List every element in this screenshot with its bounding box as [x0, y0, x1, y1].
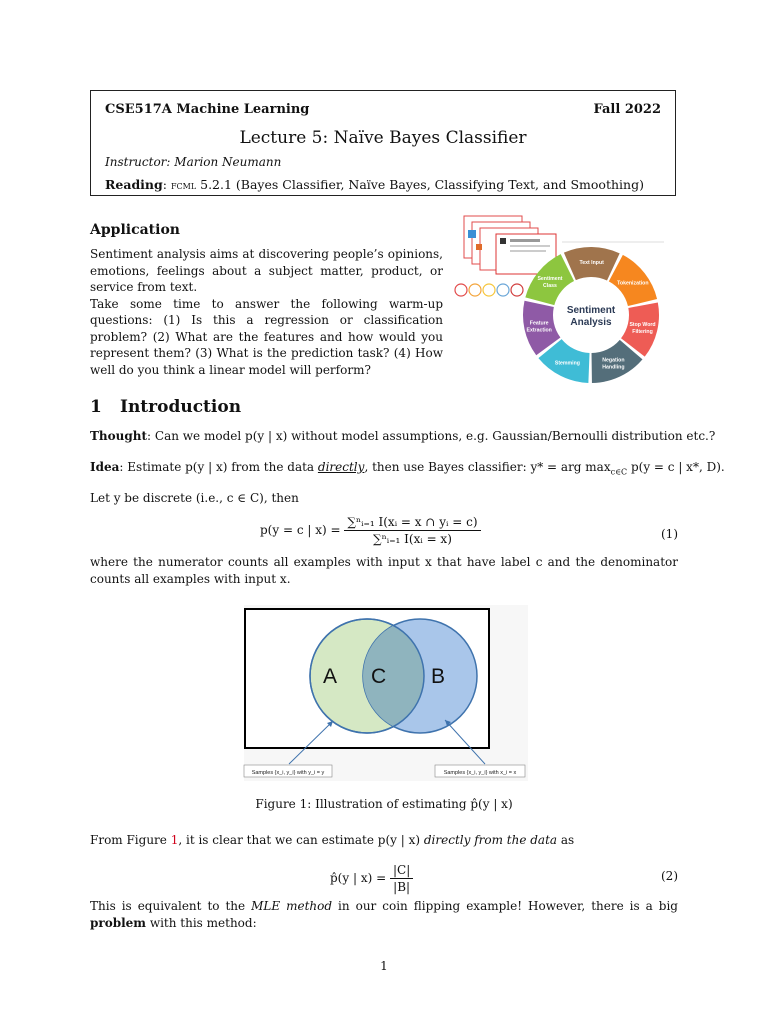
equiv-bold: problem — [90, 915, 146, 930]
thought-paragraph — [90, 428, 715, 444]
from-pre: From Figure — [90, 833, 171, 847]
eq1-fraction — [344, 514, 480, 547]
lecture-title: Lecture 5: Naïve Bayes Classifier — [239, 128, 527, 148]
venn-label-a: A — [323, 665, 338, 688]
wheel-label-stop-word-filtering: Stop Word Filtering — [629, 321, 656, 335]
idea-label: Idea — [90, 460, 120, 474]
idea-text-post: , then use Bayes classifier: y* = arg max — [364, 460, 611, 474]
equiv-post: with this method: — [146, 915, 257, 930]
course-name: CSE517A Machine Learning — [105, 102, 310, 117]
wheel-label-negation-handling: Negation Handling — [602, 357, 625, 371]
equation-1-number: (1) — [661, 527, 678, 541]
eq2-numerator: |C| — [390, 862, 413, 879]
eq1-denominator: ∑ⁿᵢ₌₁ I(xᵢ = x) — [373, 532, 452, 547]
reading-line: Reading: fcml 5.2.1 (Bayes Classifier, Naïve Bayes, Classifying Text, and Smoothing) — [105, 177, 644, 192]
venn-label-b: B — [431, 665, 446, 688]
wheel-label-sentiment-class: Sentiment Class — [537, 275, 563, 289]
wheel-label-stemming: Stemming — [554, 360, 580, 367]
equation-1 — [260, 514, 481, 547]
page-number: 1 — [380, 959, 388, 973]
eq2-lhs: p̂(y | x) = — [330, 871, 387, 886]
idea-tail: p(y = c | x*, D). — [627, 460, 725, 474]
idea-text-pre: : Estimate p(y | x) from the data — [119, 460, 318, 474]
callout-right-text: Samples {x_i, y_i} with x_i = x — [443, 770, 517, 776]
idea-subscript: c∈C — [610, 467, 628, 477]
callout-left-text: Samples {x_i, y_i} with y_i = y — [251, 770, 325, 776]
let-paragraph: Let y be discrete (i.e., c ∈ C), then — [90, 491, 299, 505]
emoji-rating-icons — [455, 284, 523, 296]
section-title: Introduction — [120, 397, 242, 417]
thought-text: : Can we model p(y | x) without model assumptions, e.g. Gaussian/Bernoulli distribution etc.? — [147, 429, 716, 443]
eq2-denominator: |B| — [393, 880, 411, 895]
equiv-emphasis: MLE method — [251, 899, 333, 913]
wheel-label-feature-extraction: Feature Extraction — [526, 320, 552, 334]
wheel-label-text-input: Text Input — [579, 260, 604, 267]
equiv-mid: in our coin flipping example! However, there is a big — [332, 899, 678, 913]
instructor-line: Instructor: Marion Neumann — [105, 155, 282, 169]
from-post: as — [557, 833, 575, 847]
application-para-1: Sentiment analysis aims at discovering people’s opinions, emotions, feelings about a subject matter, product, or service from text. — [90, 247, 443, 294]
from-emphasis: directly from the data — [423, 833, 558, 847]
figure-caption: Figure 1: Illustration of estimating p̂(y | x) — [255, 797, 513, 811]
venn-label-c: C — [371, 665, 387, 688]
reading-label: Reading — [105, 177, 163, 192]
section-heading — [90, 396, 241, 419]
eq2-fraction — [390, 862, 413, 895]
from-mid: , it is clear that we can estimate p(y | x) — [178, 833, 424, 847]
equation-2-number: (2) — [661, 869, 678, 883]
lecture-header-box — [90, 90, 676, 196]
equivalence-paragraph — [90, 898, 678, 931]
equiv-pre: This is equivalent to the — [90, 899, 252, 913]
figure-ref-link[interactable]: 1 — [170, 833, 179, 847]
equation-2 — [330, 862, 413, 895]
idea-paragraph — [90, 459, 725, 478]
application-text — [90, 246, 443, 378]
term-label: Fall 2022 — [593, 102, 661, 117]
idea-emphasis: directly — [317, 460, 365, 474]
thought-label: Thought — [90, 429, 148, 443]
wheel-center-line2: Analysis — [570, 317, 612, 328]
application-para-2: Take some time to answer the following warm-up questions: (1) Is this a regression or classification problem? (2) What are the features and how would you represent them? (3) What is the prediction task? (4) How well do you think a linear model will perform? — [90, 296, 443, 377]
section-number: 1 — [90, 397, 102, 417]
wheel-label-tokenization: Tokenization — [617, 280, 649, 287]
application-heading: Application — [90, 222, 180, 238]
eq1-numerator: ∑ⁿᵢ₌₁ I(xᵢ = x ∩ yᵢ = c) — [344, 514, 480, 531]
from-figure-paragraph — [90, 832, 574, 848]
reading-text: 5.2.1 (Bayes Classifier, Naïve Bayes, Classifying Text, and Smoothing) — [200, 177, 644, 192]
sentiment-analysis-graphic — [452, 214, 674, 388]
venn-figure — [243, 604, 529, 782]
eq1-lhs: p(y = c | x) = — [260, 523, 341, 538]
reading-source: fcml — [170, 179, 197, 192]
wheel-center-line1: Sentiment — [566, 305, 616, 316]
where-paragraph: where the numerator counts all examples with input x that have label c and the denominator counts all examples with input x. — [90, 555, 678, 586]
